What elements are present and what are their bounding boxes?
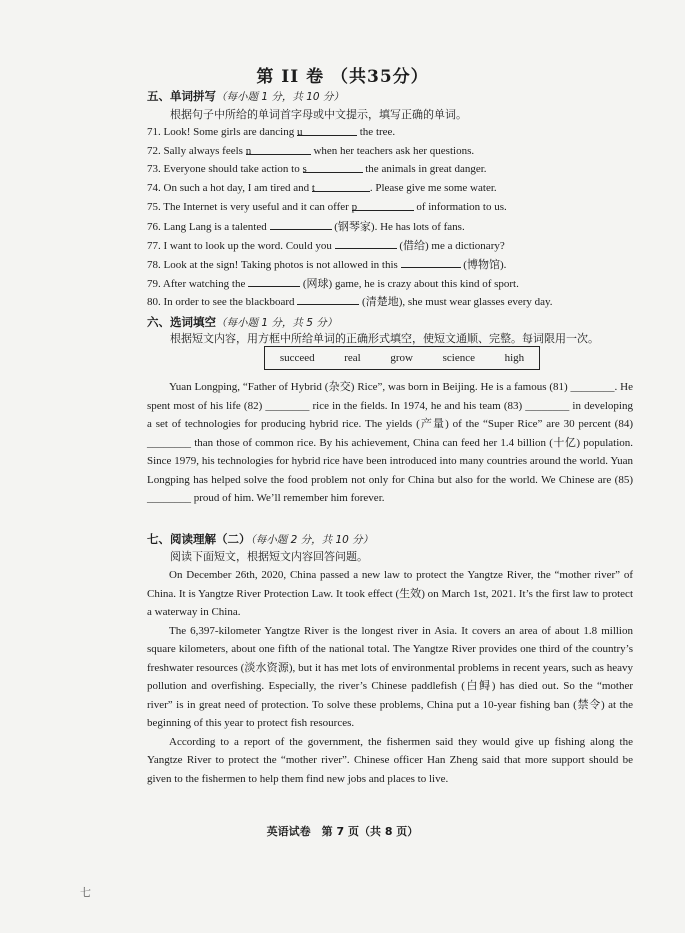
question-text: 76. Lang Lang is a talented [147, 221, 270, 233]
section7-instruction: 阅读下面短文，根据短文内容回答问题。 [170, 550, 368, 563]
question-text: 80. In order to see the blackboard [147, 296, 298, 308]
answer-blank[interactable] [352, 200, 414, 211]
passage-paragraph: The 6,397-kilometer Yangtze River is the longest river in Asia. It covers an area of about 1.8 million square kilometers, about one fifth of the national total. The Yangtze River provides one third of the country’s freshwater resources (淡水资源), but it has met lots of environmental problems in recent years, such as heavy pollution and overfishing. Especially, the river’s Chinese paddlefish (白鲟) has died out. So the “mother river” is in great need of protection. To solve these problems, China put a 10-year fishing ban (禁令) at the beginning of this year to protect fish resources. [147, 624, 633, 729]
initial-letter-hint: u [297, 126, 303, 138]
section5-heading [147, 88, 344, 104]
section7-title: 七、阅读理解（二） [147, 532, 251, 546]
question-line [147, 294, 553, 309]
question-text: 73. Everyone should take action to [147, 163, 303, 175]
question-text: (借给) me a dictionary? [396, 240, 505, 252]
question-line [147, 200, 507, 214]
question-text: . Please give me some water. [369, 182, 497, 194]
section5-score-note: （每小题 1 分，共 10 分） [216, 91, 344, 103]
passage-paragraph: On December 26th, 2020, China passed a new law to protect the Yangtze River, the “mother river” of China. It is Yangtze River Protection Law. It took effect (生效) on March 1st, 2021. It’s the first law to protect a waterway in China. [147, 569, 633, 618]
question-text: the animals in great danger. [362, 163, 487, 175]
question-line [147, 238, 505, 253]
question-text: (博物馆). [460, 259, 507, 271]
question-line [147, 219, 465, 234]
answer-blank[interactable] [248, 276, 300, 287]
section7-passage [147, 566, 633, 788]
section6-instruction: 根据短文内容，用方框中所给单词的正确形式填空，使短文通顺、完整。每词限用一次。 [170, 332, 599, 345]
answer-blank[interactable] [401, 257, 461, 268]
question-text: 79. After watching the [147, 278, 249, 290]
question-text: 78. Look at the sign! Taking photos is not allowed in this [147, 259, 401, 271]
question-line [147, 144, 474, 158]
answer-blank[interactable] [246, 144, 311, 155]
question-text: the tree. [357, 126, 396, 138]
question-text: 75. The Internet is very useful and it can offer [147, 201, 352, 213]
answer-blank[interactable] [312, 181, 370, 192]
word-bank-item: science [442, 352, 475, 364]
paper-title: 第 II 卷 （共35分） [256, 67, 429, 87]
question-line [147, 181, 497, 195]
passage-paragraph: Yuan Longping, “Father of Hybrid (杂交) Rice”, was born in Beijing. He is a famous (81) ________. He spent most of his life (82) ________ rice in the fields. In 1974, he and his team (83) ________ in developing a set of technologies for producing hybrid rice. The yields (产量) of the “Super Rice” are 30 percent (84) ________ than those of common rice. By his achievement, China can feed her 1.4 billion (十亿) population. Since 1979, his technologies for hybrid rice have been introduced into many countries around the world. Yuan Longping has helped solve the food problem not only for China but also for the world. We Chinese are (85) ________ proud of him. We’ll remember him forever. [147, 381, 633, 504]
question-text: (网球) game, he is crazy about this kind of sport. [300, 278, 519, 290]
word-bank-item: succeed [279, 352, 315, 364]
answer-blank[interactable] [297, 125, 357, 136]
answer-blank[interactable] [303, 162, 363, 173]
initial-letter-hint: n [245, 145, 252, 157]
word-bank-item: grow [390, 352, 413, 364]
question-text: 74. On such a hot day, I am tired and [147, 182, 312, 194]
answer-blank[interactable] [297, 294, 359, 305]
question-text: (清楚地), she must wear glasses every day. [359, 296, 553, 308]
section6-title: 六、选词填空 [147, 315, 216, 329]
word-bank-box [264, 346, 540, 370]
question-text: of information to us. [413, 201, 507, 213]
section6-score-note: （每小题 1 分，共 5 分） [216, 317, 338, 329]
passage-paragraph: According to a report of the government, the fishermen said they would give up fishing along the Yangtze River to protect the “mother river”. Chinese officer Han Zheng said that more support should be given to the fishermen to help them find new jobs and places to live. [147, 735, 633, 785]
section5-instruction: 根据句子中所给的单词首字母或中文提示，填写正确的单词。 [170, 108, 467, 121]
answer-blank[interactable] [335, 238, 397, 249]
initial-letter-hint: s [302, 163, 307, 175]
word-bank-item: high [504, 352, 525, 364]
page-footer: 英语试卷 第 7 页（共 8 页） [266, 825, 419, 838]
question-text: 77. I want to look up the word. Could you [147, 240, 335, 252]
question-text: (钢琴家). He has lots of fans. [331, 221, 465, 233]
section5-title: 五、单词拼写 [147, 89, 216, 103]
question-text: when her teachers ask her questions. [310, 145, 475, 157]
question-line [147, 125, 395, 139]
initial-letter-hint: p [351, 201, 358, 213]
question-line [147, 162, 487, 176]
question-line [147, 276, 519, 291]
question-line [147, 257, 506, 272]
section6-heading [147, 314, 337, 330]
section7-score-note: （每小题 2 分，共 10 分） [250, 534, 374, 546]
margin-handwritten-mark: 七 [80, 886, 91, 899]
answer-blank[interactable] [270, 219, 332, 230]
initial-letter-hint: t [311, 182, 315, 194]
question-text: 72. Sally always feels [147, 145, 246, 157]
section6-passage [147, 378, 633, 508]
word-bank-item: real [344, 352, 361, 364]
question-text: 71. Look! Some girls are dancing [147, 126, 297, 138]
section7-heading [147, 531, 373, 547]
